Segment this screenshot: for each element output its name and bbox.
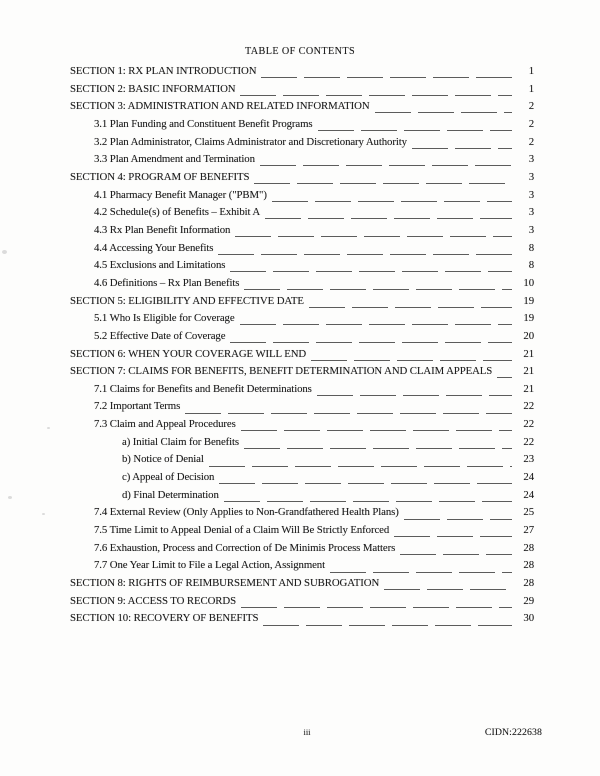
toc-entry-page: 20 [523,329,534,342]
dot-leader [224,487,512,505]
dot-leader [400,540,512,558]
toc-entry-label: SECTION 8: RIGHTS OF REIMBURSEMENT AND SUBROGATION [70,577,380,590]
toc-entry-page: 3 [528,206,534,219]
toc-entry-page: 3 [528,188,534,201]
dot-leader [272,187,512,205]
toc-entry-label: SECTION 3: ADMINISTRATION AND RELATED INFORMATION [70,100,370,113]
toc-entry [0,293,600,311]
toc-entry-page: 28 [523,559,534,572]
toc-entry [0,204,600,222]
dot-leader [241,593,512,611]
scan-artifact [2,250,7,254]
table-of-contents [0,63,600,628]
toc-entry-page: 24 [523,471,534,484]
dot-leader [311,346,512,364]
scan-artifact [42,513,45,515]
dot-leader [244,275,512,293]
toc-entry [0,310,600,328]
toc-entry-label: SECTION 4: PROGRAM OF BENEFITS [70,170,250,183]
toc-entry-label: 4.4 Accessing Your Benefits [94,241,214,254]
toc-entry-page: 23 [523,453,534,466]
dot-leader [394,522,512,540]
toc-entry-page: 29 [523,594,534,607]
toc-entry-label: 4.1 Pharmacy Benefit Manager ("PBM") [94,188,267,201]
toc-entry [0,240,600,258]
toc-entry [0,98,600,116]
toc-entry [0,451,600,469]
toc-entry-label: SECTION 10: RECOVERY OF BENEFITS [70,612,259,625]
dot-leader [330,557,512,575]
toc-entry-label: SECTION 9: ACCESS TO RECORDS [70,594,236,607]
toc-entry [0,434,600,452]
toc-entry [0,575,600,593]
toc-entry-page: 2 [528,117,534,130]
toc-entry-label: 4.6 Definitions – Rx Plan Benefits [94,276,240,289]
toc-entry [0,557,600,575]
toc-entry-label: b) Notice of Denial [122,453,204,466]
toc-entry-page: 27 [523,524,534,537]
toc-entry-label: 7.3 Claim and Appeal Procedures [94,418,236,431]
toc-entry [0,522,600,540]
dot-leader [384,575,512,593]
toc-entry [0,275,600,293]
toc-entry-page: 3 [528,223,534,236]
toc-entry-page: 1 [528,65,534,77]
toc-entry [0,63,600,81]
toc-entry [0,363,600,381]
toc-entry-page: 21 [523,347,534,360]
toc-entry-page: 3 [528,153,534,166]
toc-entry-label: 4.2 Schedule(s) of Benefits – Exhibit A [94,206,261,219]
toc-entry [0,398,600,416]
toc-entry-label: 7.1 Claims for Benefits and Benefit Determinations [94,382,312,395]
toc-entry-label: 7.7 One Year Limit to File a Legal Action, Assignment [94,559,326,572]
toc-entry [0,504,600,522]
toc-entry-page: 28 [523,541,534,554]
dot-leader [254,169,512,187]
page-footer [0,727,600,743]
toc-entry-label: SECTION 5: ELIGIBILITY AND EFFECTIVE DATE [70,294,304,307]
toc-entry-page: 24 [523,488,534,501]
toc-entry-label: 3.3 Plan Amendment and Termination [94,153,255,166]
toc-entry-page: 21 [523,382,534,395]
toc-entry [0,116,600,134]
toc-entry-label: 7.4 External Review (Only Applies to Non-Grandfathered Health Plans) [94,506,399,519]
dot-leader [497,363,512,381]
dot-leader [261,63,512,81]
toc-entry-page: 30 [523,612,534,625]
toc-entry [0,610,600,628]
toc-entry-page: 1 [528,82,534,95]
scan-artifact [47,427,50,429]
toc-entry-label: a) Initial Claim for Benefits [122,435,240,448]
toc-entry [0,81,600,99]
toc-entry-label: 7.5 Time Limit to Appeal Denial of a Claim Will Be Strictly Enforced [94,524,390,537]
dot-leader [309,293,512,311]
dot-leader [318,116,512,134]
toc-entry [0,416,600,434]
toc-entry-page: 28 [523,577,534,590]
toc-entry-page: 19 [523,312,534,325]
toc-entry [0,540,600,558]
toc-entry-label: 5.2 Effective Date of Coverage [94,329,226,342]
toc-entry-page: 22 [523,435,534,448]
toc-entry [0,187,600,205]
toc-entry [0,469,600,487]
toc-entry [0,169,600,187]
dot-leader [263,610,512,628]
toc-entry-page: 22 [523,418,534,431]
dot-leader [241,416,512,434]
toc-entry-page: 22 [523,400,534,413]
dot-leader [235,222,512,240]
dot-leader [185,398,512,416]
toc-entry-label: 4.3 Rx Plan Benefit Information [94,223,231,236]
toc-entry-label: SECTION 2: BASIC INFORMATION [70,82,236,95]
toc-entry-page: 10 [523,276,534,289]
dot-leader [260,151,512,169]
toc-entry-page: 8 [528,259,534,272]
toc-entry-page: 25 [523,506,534,519]
toc-entry [0,151,600,169]
dot-leader [240,310,512,328]
toc-entry-page: 21 [523,365,534,378]
toc-entry-page: 19 [523,294,534,307]
dot-leader [244,434,512,452]
toc-entry-page: 2 [528,135,534,148]
toc-entry-label: 7.6 Exhaustion, Process and Correction of De Minimis Process Matters [94,541,396,554]
toc-entry-label: c) Appeal of Decision [122,471,215,484]
toc-entry [0,593,600,611]
dot-leader [209,451,512,469]
toc-entry-label: d) Final Determination [122,488,219,501]
dot-leader [230,328,512,346]
page-title: TABLE OF CONTENTS [244,46,356,57]
dot-leader [218,240,512,258]
toc-entry-label: SECTION 1: RX PLAN INTRODUCTION [70,65,257,77]
dot-leader [240,81,512,99]
dot-leader [404,504,512,522]
dot-leader [375,98,512,116]
scan-artifact [8,496,12,499]
toc-entry-label: 4.5 Exclusions and Limitations [94,259,226,272]
dot-leader [265,204,512,222]
toc-entry-page: 8 [528,241,534,254]
toc-entry [0,487,600,505]
page-number: iii [303,727,311,737]
toc-entry [0,346,600,364]
toc-entry-label: 3.1 Plan Funding and Constituent Benefit Programs [94,117,313,130]
toc-entry [0,257,600,275]
toc-entry-label: SECTION 7: CLAIMS FOR BENEFITS, BENEFIT DETERMINATION AND CLAIM APPEALS [70,365,493,378]
dot-leader [317,381,512,399]
toc-entry [0,134,600,152]
dot-leader [219,469,512,487]
toc-entry-label: 7.2 Important Terms [94,400,181,413]
dot-leader [230,257,512,275]
toc-entry-label: 5.1 Who Is Eligible for Coverage [94,312,235,325]
toc-entry-label: SECTION 6: WHEN YOUR COVERAGE WILL END [70,347,307,360]
toc-entry-page: 3 [528,170,534,183]
dot-leader [412,134,512,152]
toc-entry [0,328,600,346]
document-id: CIDN:222638 [484,727,542,738]
toc-entry-page: 2 [528,100,534,113]
toc-entry [0,381,600,399]
toc-entry [0,222,600,240]
toc-entry-label: 3.2 Plan Administrator, Claims Administrator and Discretionary Authority [94,135,407,148]
